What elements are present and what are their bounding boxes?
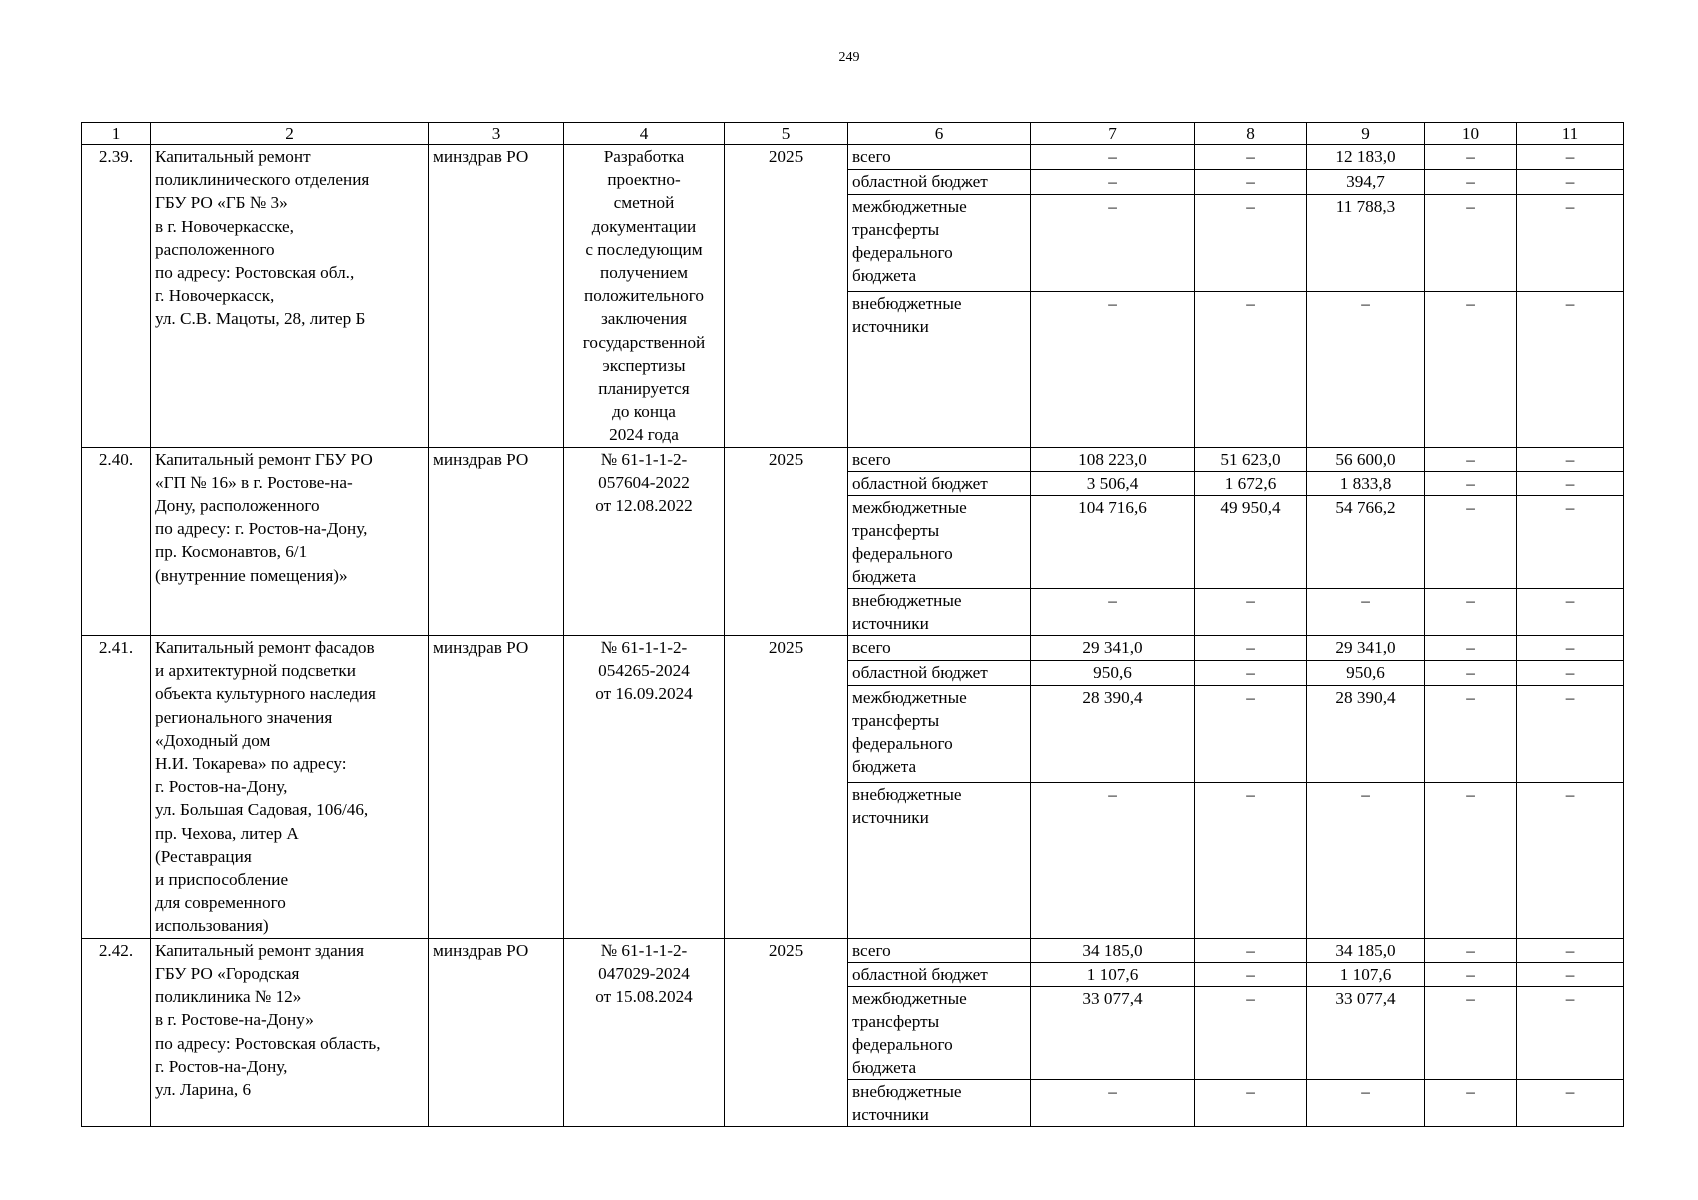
header-cell: 10	[1425, 123, 1517, 145]
text-line: Н.И. Токарева» по адресу:	[155, 754, 347, 774]
funding-source	[848, 686, 1031, 783]
funding-source	[848, 145, 1031, 170]
funding-value: –	[1425, 145, 1517, 170]
text-line: трансферты	[852, 1012, 940, 1032]
text-line: межбюджетные	[852, 688, 967, 708]
table-row	[82, 145, 1624, 170]
expertise-document	[564, 636, 725, 939]
text-line: (внутренние помещения)»	[155, 565, 348, 585]
funding-value: –	[1195, 782, 1307, 938]
text-line: г. Ростов-на-Дону,	[155, 777, 288, 797]
funding-value: –	[1425, 938, 1517, 962]
table-header	[82, 123, 1624, 145]
expertise-document	[564, 145, 725, 448]
funding-value: –	[1195, 1080, 1307, 1127]
funding-value: 3 506,4	[1031, 471, 1195, 495]
funding-source	[848, 589, 1031, 636]
funding-source	[848, 170, 1031, 195]
funding-value: –	[1425, 686, 1517, 783]
funding-value: 950,6	[1307, 661, 1425, 686]
text-line: поликлинического отделения	[155, 170, 370, 190]
funding-value: –	[1425, 661, 1517, 686]
funding-value: 34 185,0	[1031, 938, 1195, 962]
funding-value: –	[1307, 782, 1425, 938]
funding-value: –	[1425, 962, 1517, 986]
text-line: всего	[852, 147, 891, 166]
funding-value: 1 107,6	[1307, 962, 1425, 986]
funding-value: 56 600,0	[1307, 447, 1425, 471]
text-line: областной бюджет	[852, 172, 988, 192]
text-line: бюджета	[852, 757, 917, 777]
budget-table	[81, 122, 1624, 1127]
funding-value: –	[1517, 145, 1624, 170]
text-line: 057604-2022	[598, 472, 690, 492]
row-number: 2.40.	[82, 447, 151, 635]
funding-value: –	[1425, 170, 1517, 195]
text-line: межбюджетные	[852, 498, 967, 518]
table-row	[82, 938, 1624, 962]
row-number: 2.42.	[82, 938, 151, 1126]
funding-value: –	[1425, 195, 1517, 292]
funding-value: –	[1425, 291, 1517, 447]
text-line: по адресу: Ростовская область,	[155, 1033, 381, 1053]
text-line: по адресу: Ростовская обл.,	[155, 263, 355, 283]
funding-value: 108 223,0	[1031, 447, 1195, 471]
funding-value: –	[1031, 291, 1195, 447]
funding-value: –	[1517, 195, 1624, 292]
text-line: пр. Чехова, литер А	[155, 823, 299, 843]
text-line: сметной	[613, 193, 675, 213]
funding-value: –	[1307, 1080, 1425, 1127]
funding-value: 394,7	[1307, 170, 1425, 195]
object-name	[151, 636, 429, 939]
header-row	[82, 123, 1624, 145]
funding-value: –	[1195, 170, 1307, 195]
text-line: «Доходный дом	[155, 730, 271, 750]
funding-value: –	[1195, 938, 1307, 962]
funding-value: –	[1425, 447, 1517, 471]
funding-value: 29 341,0	[1031, 636, 1195, 661]
funding-value: –	[1517, 291, 1624, 447]
text-line: г. Новочеркасск,	[155, 286, 275, 306]
header-cell: 3	[429, 123, 564, 145]
funding-value: –	[1517, 447, 1624, 471]
page-number: 249	[838, 50, 860, 65]
funding-value: 1 107,6	[1031, 962, 1195, 986]
text-line: ул. Большая Садовая, 106/46,	[155, 800, 369, 820]
text-line: расположенного	[155, 239, 275, 259]
funding-source	[848, 471, 1031, 495]
funding-value: 49 950,4	[1195, 496, 1307, 589]
text-line: источники	[852, 614, 929, 634]
funding-value: 104 716,6	[1031, 496, 1195, 589]
text-line: всего	[852, 449, 891, 469]
funding-value: –	[1517, 471, 1624, 495]
funding-value: 28 390,4	[1307, 686, 1425, 783]
funding-value: –	[1425, 589, 1517, 636]
funding-source	[848, 661, 1031, 686]
header-cell: 6	[848, 123, 1031, 145]
header-cell: 8	[1195, 123, 1307, 145]
funding-value: –	[1195, 962, 1307, 986]
funding-source	[848, 636, 1031, 661]
text-line: в г. Новочеркасске,	[155, 216, 294, 236]
text-line: федерального	[852, 544, 953, 564]
text-line: положительного	[584, 286, 704, 306]
expertise-document	[564, 447, 725, 635]
funding-value: 34 185,0	[1307, 938, 1425, 962]
text-line: от 16.09.2024	[595, 684, 693, 704]
funding-source	[848, 987, 1031, 1080]
funding-value: –	[1307, 291, 1425, 447]
object-name	[151, 145, 429, 448]
text-line: 054265-2024	[598, 661, 690, 681]
executor: минздрав РО	[429, 447, 564, 635]
text-line: 047029-2024	[598, 963, 690, 983]
row-number: 2.41.	[82, 636, 151, 939]
text-line: Капитальный ремонт здания	[155, 940, 365, 960]
funding-value: –	[1195, 661, 1307, 686]
header-cell: 11	[1517, 123, 1624, 145]
funding-value: –	[1517, 1080, 1624, 1127]
funding-value: –	[1517, 782, 1624, 938]
text-line: трансферты	[852, 521, 940, 541]
funding-value: 29 341,0	[1307, 636, 1425, 661]
text-line: Капитальный ремонт ГБУ РО	[155, 449, 373, 469]
funding-value: –	[1195, 195, 1307, 292]
text-line: источники	[852, 1105, 929, 1125]
header-cell: 1	[82, 123, 151, 145]
text-line: проектно-	[607, 170, 681, 190]
text-line: «ГП № 16» в г. Ростове-на-	[155, 472, 353, 492]
text-line: трансферты	[852, 711, 940, 731]
object-name	[151, 447, 429, 635]
header-cell: 4	[564, 123, 725, 145]
text-line: всего	[852, 638, 891, 658]
text-line: до конца	[612, 402, 676, 422]
funding-value: 51 623,0	[1195, 447, 1307, 471]
text-line: с последующим	[585, 239, 703, 259]
funding-value: –	[1195, 987, 1307, 1080]
text-line: всего	[852, 940, 891, 960]
text-line: для современного	[155, 893, 286, 913]
header-cell: 9	[1307, 123, 1425, 145]
text-line: внебюджетные	[852, 1082, 962, 1102]
text-line: № 61-1-1-2-	[600, 940, 688, 960]
text-line: бюджета	[852, 567, 917, 587]
text-line: федерального	[852, 734, 953, 754]
text-line: областной бюджет	[852, 663, 988, 683]
funding-value: –	[1517, 170, 1624, 195]
table-row	[82, 636, 1624, 661]
funding-value: 11 788,3	[1307, 195, 1425, 292]
text-line: Разработка	[603, 147, 685, 166]
executor: минздрав РО	[429, 636, 564, 939]
text-line: поликлиника № 12»	[155, 987, 302, 1007]
funding-source	[848, 447, 1031, 471]
text-line: внебюджетные	[852, 293, 962, 313]
funding-value: –	[1425, 987, 1517, 1080]
text-line: Капитальный ремонт фасадов	[155, 638, 375, 658]
funding-value: –	[1425, 471, 1517, 495]
executor: минздрав РО	[429, 938, 564, 1126]
funding-value: –	[1517, 686, 1624, 783]
funding-value: 950,6	[1031, 661, 1195, 686]
text-line: областной бюджет	[852, 964, 988, 984]
text-line: от 15.08.2024	[595, 987, 693, 1007]
funding-source	[848, 195, 1031, 292]
funding-value: –	[1031, 145, 1195, 170]
funding-value: 28 390,4	[1031, 686, 1195, 783]
year: 2025	[725, 938, 848, 1126]
text-line: Капитальный ремонт	[155, 147, 311, 166]
text-line: № 61-1-1-2-	[600, 638, 688, 658]
text-line: по адресу: г. Ростов-на-Дону,	[155, 519, 368, 539]
text-line: федерального	[852, 1035, 953, 1055]
text-line: № 61-1-1-2-	[600, 449, 688, 469]
object-name	[151, 938, 429, 1126]
text-line: 2024 года	[609, 425, 679, 445]
text-line: областной бюджет	[852, 473, 988, 493]
funding-value: –	[1031, 589, 1195, 636]
text-line: г. Ростов-на-Дону,	[155, 1056, 288, 1076]
funding-value: –	[1307, 589, 1425, 636]
text-line: федерального	[852, 243, 953, 263]
header-cell: 7	[1031, 123, 1195, 145]
text-line: ул. Ларина, 6	[155, 1079, 252, 1099]
text-line: бюджета	[852, 1058, 917, 1078]
text-line: ГБУ РО «ГБ № 3»	[155, 193, 288, 213]
text-line: внебюджетные	[852, 784, 962, 804]
funding-value: –	[1425, 496, 1517, 589]
funding-source	[848, 496, 1031, 589]
text-line: государственной	[582, 332, 706, 352]
year: 2025	[725, 145, 848, 448]
row-number: 2.39.	[82, 145, 151, 448]
funding-value: 33 077,4	[1031, 987, 1195, 1080]
funding-value: –	[1031, 1080, 1195, 1127]
funding-value: 1 833,8	[1307, 471, 1425, 495]
text-line: источники	[852, 316, 929, 336]
funding-value: –	[1517, 962, 1624, 986]
funding-value: –	[1425, 636, 1517, 661]
text-line: объекта культурного наследия	[155, 684, 376, 704]
text-line: трансферты	[852, 220, 940, 240]
year: 2025	[725, 447, 848, 635]
funding-value: –	[1517, 636, 1624, 661]
funding-value: –	[1517, 938, 1624, 962]
text-line: межбюджетные	[852, 197, 967, 217]
text-line: в г. Ростове-на-Дону»	[155, 1010, 314, 1030]
expertise-document	[564, 938, 725, 1126]
text-line: межбюджетные	[852, 989, 967, 1009]
text-line: от 12.08.2022	[595, 496, 693, 516]
funding-value: –	[1031, 170, 1195, 195]
funding-value: 33 077,4	[1307, 987, 1425, 1080]
funding-source	[848, 782, 1031, 938]
table-body	[82, 145, 1624, 1127]
text-line: источники	[852, 807, 929, 827]
text-line: внебюджетные	[852, 591, 962, 611]
table-row	[82, 447, 1624, 471]
funding-value: –	[1517, 589, 1624, 636]
text-line: и приспособление	[155, 870, 289, 890]
funding-value: –	[1031, 195, 1195, 292]
text-line: и архитектурной подсветки	[155, 661, 356, 681]
text-line: Дону, расположенного	[155, 496, 320, 516]
text-line: планируется	[598, 379, 690, 399]
funding-value: –	[1517, 987, 1624, 1080]
year: 2025	[725, 636, 848, 939]
funding-value: –	[1425, 1080, 1517, 1127]
text-line: бюджета	[852, 266, 917, 286]
funding-value: –	[1517, 661, 1624, 686]
funding-value: 12 183,0	[1307, 145, 1425, 170]
funding-value: –	[1195, 636, 1307, 661]
funding-value: 54 766,2	[1307, 496, 1425, 589]
text-line: (Реставрация	[155, 846, 252, 866]
text-line: использования)	[155, 916, 269, 936]
funding-source	[848, 938, 1031, 962]
text-line: заключения	[600, 309, 688, 329]
header-cell: 2	[151, 123, 429, 145]
funding-value: 1 672,6	[1195, 471, 1307, 495]
executor: минздрав РО	[429, 145, 564, 448]
funding-value: –	[1195, 291, 1307, 447]
funding-value: –	[1195, 686, 1307, 783]
text-line: ГБУ РО «Городская	[155, 963, 300, 983]
funding-source	[848, 962, 1031, 986]
text-line: ул. С.В. Мацоты, 28, литер Б	[155, 309, 366, 329]
text-line: получением	[600, 263, 688, 283]
header-cell: 5	[725, 123, 848, 145]
funding-value: –	[1517, 496, 1624, 589]
text-line: экспертизы	[602, 355, 686, 375]
funding-value: –	[1195, 145, 1307, 170]
funding-value: –	[1425, 782, 1517, 938]
text-line: регионального значения	[155, 707, 333, 727]
funding-source	[848, 1080, 1031, 1127]
funding-value: –	[1031, 782, 1195, 938]
funding-value: –	[1195, 589, 1307, 636]
text-line: пр. Космонавтов, 6/1	[155, 542, 308, 562]
funding-source	[848, 291, 1031, 447]
text-line: документации	[591, 216, 697, 236]
